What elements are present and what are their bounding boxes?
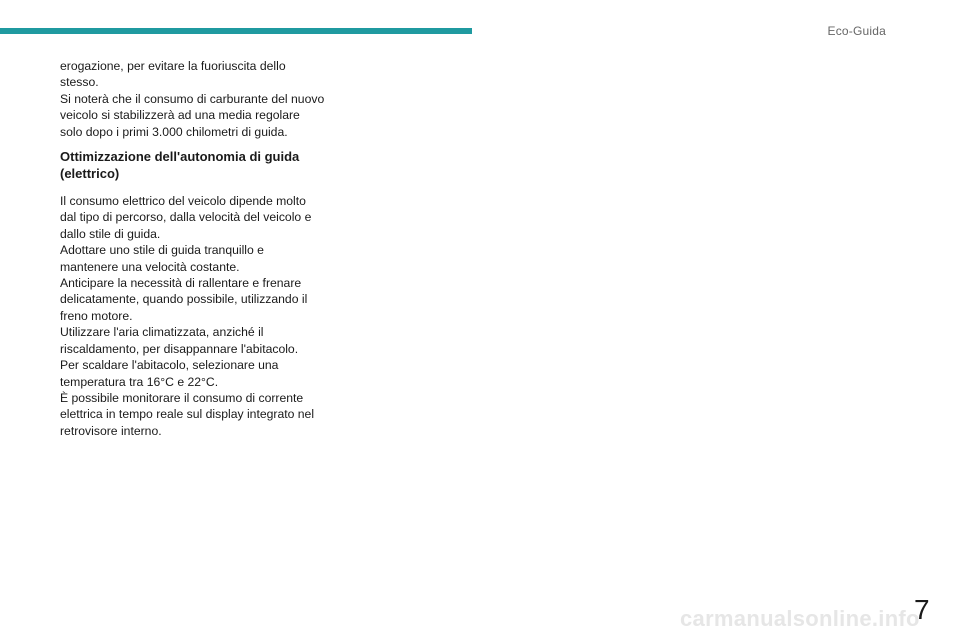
paragraph-fuel-consumption: erogazione, per evitare la fuoriuscita dello stesso. Si noterà che il consumo di carburante del nuovo veicolo si stabilizzerà ad una media regolare solo dopo i primi 3.000 chilometri di guida.	[60, 59, 325, 139]
paragraph-electric-consumption: Il consumo elettrico del veicolo dipende molto dal tipo di percorso, dalla velocità del veicolo e dallo stile di guida. Adottare uno stile di guida tranquillo e mantenere una velocità costante. Anticipare la necessità di rallentare e frenare delicatamente, quando possibile, utilizzando il freno motore. Utilizzare l'aria climatizzata, anziché il riscaldamento, per disappannare l'abitacolo. Per scaldare l'abitacolo, selezionare una temperatura tra 16°C e 22°C. È possibile monitorare il consumo di corrente elettrica in tempo reale sul display integrato nel retrovisore interno.	[60, 194, 315, 438]
section-title: Eco-Guida	[827, 24, 886, 38]
watermark-logo: carmanualsonline.info	[680, 606, 920, 631]
header-accent-bar	[0, 28, 472, 34]
page-number: 7	[914, 594, 930, 625]
page-content	[60, 58, 330, 439]
section-heading: Ottimizzazione dell'autonomia di guida (elettrico)	[60, 149, 300, 181]
